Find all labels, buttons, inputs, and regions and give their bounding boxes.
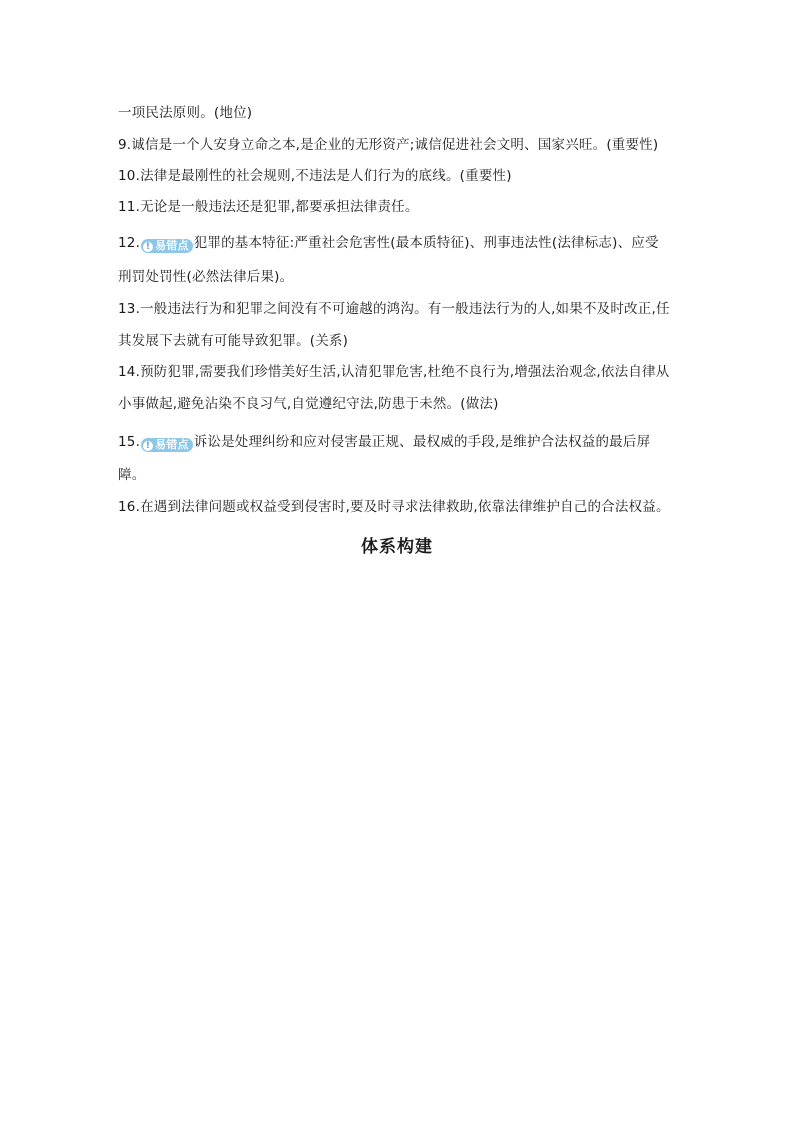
item-12-line-1: [118, 233, 659, 253]
text-line: 16.在遇到法律问题或权益受到侵害时,要及时寻求法律救助,依靠法律维护自己的合法权益。: [118, 499, 670, 515]
badge-label: 易错点: [155, 239, 189, 252]
text-line: 10.法律是最刚性的社会规则,不违法是人们行为的底线。(重要性): [118, 168, 512, 184]
text-line: 一项民法原则。(地位): [118, 105, 253, 121]
error-prone-badge: [141, 239, 193, 253]
text-segment: 诉讼是处理纠纷和应对侵害最正规、最权威的手段,是维护合法权益的最后屏: [193, 434, 651, 450]
badge-label: 易错点: [155, 438, 189, 451]
text-line: 小事做起,避免沾染不良习气,自觉遵纪守法,防患于未然。(做法): [118, 396, 499, 412]
item-number: 12.: [118, 235, 141, 251]
warning-icon: !: [143, 242, 153, 252]
text-line: 11.无论是一般违法还是犯罪,都要承担法律责任。: [118, 199, 419, 215]
text-line: 14.预防犯罪,需要我们珍惜美好生活,认清犯罪危害,杜绝不良行为,增强法治观念,依法自律从: [118, 364, 670, 380]
error-prone-badge: [141, 438, 193, 452]
text-line: 障。: [118, 467, 146, 483]
text-line: 9.诚信是一个人安身立命之本,是企业的无形资产;诚信促进社会文明、国家兴旺。(重要性): [118, 137, 659, 153]
section-heading: 体系构建: [361, 537, 433, 557]
text-line: 其发展下去就有可能导致犯罪。(关系): [118, 333, 349, 349]
warning-icon: !: [143, 441, 153, 451]
text-line: 刑罚处罚性(必然法律后果)。: [118, 269, 294, 285]
text-line: 13.一般违法行为和犯罪之间没有不可逾越的鸿沟。有一般违法行为的人,如果不及时改正,任: [118, 301, 670, 317]
text-segment: 犯罪的基本特征:严重社会危害性(最本质特征)、刑事违法性(法律标志)、应受: [193, 235, 659, 251]
item-number: 15.: [118, 434, 141, 450]
item-15-line-1: [118, 432, 650, 452]
